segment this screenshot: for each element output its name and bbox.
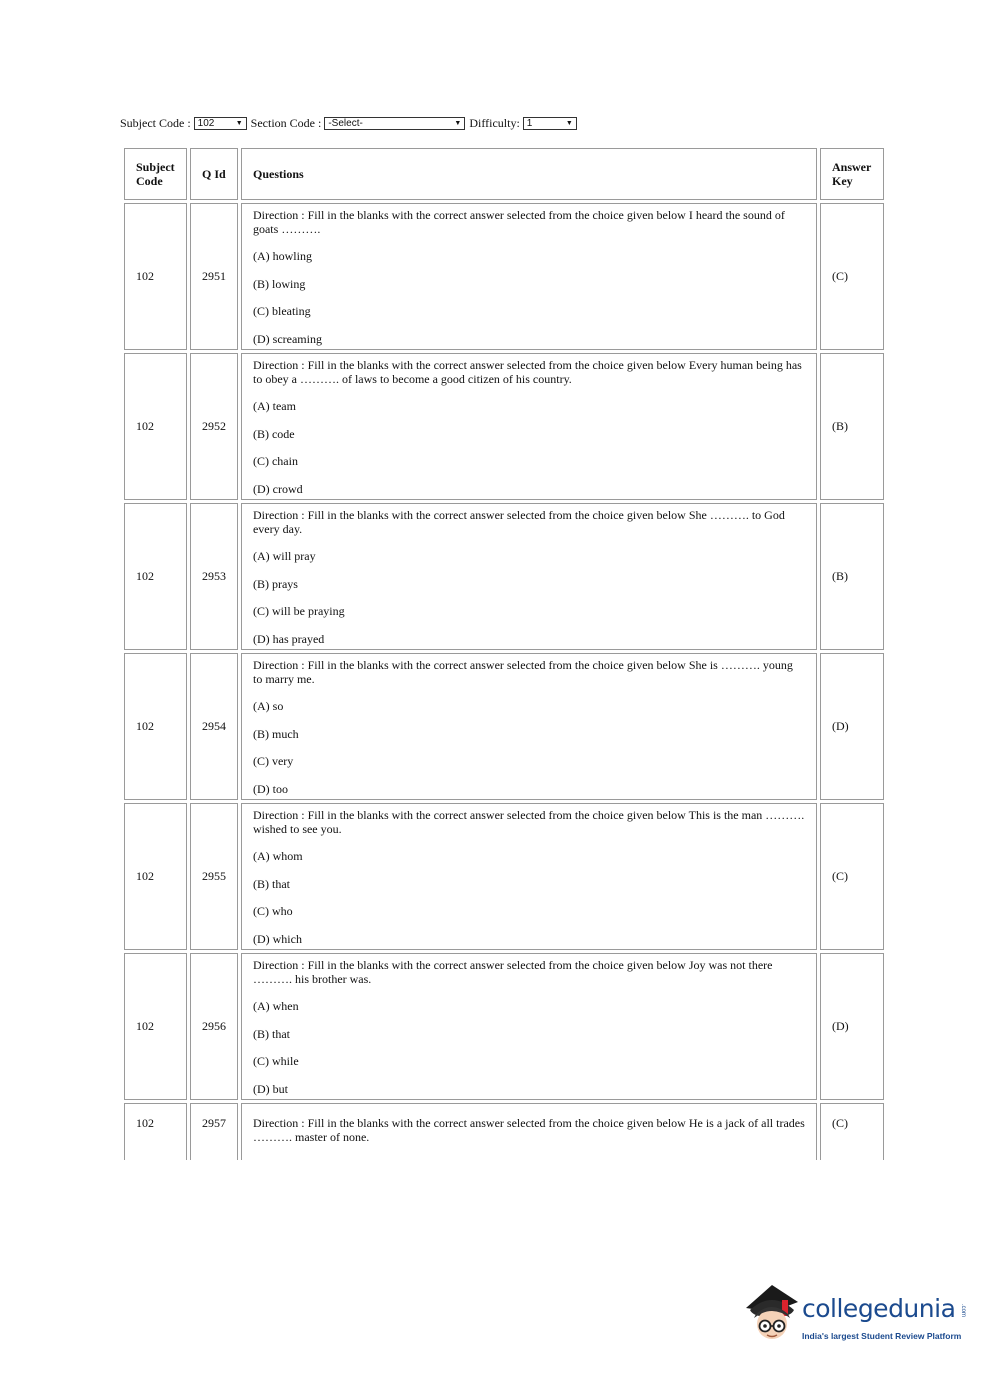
cell-answer-key: (C) [820, 1103, 884, 1160]
cell-answer-key: (D) [820, 953, 884, 1100]
question-text: Direction : Fill in the blanks with the correct answer selected from the choice given below This is the man ………. wished to see you. [252, 807, 805, 836]
cell-question [241, 203, 817, 350]
cell-answer-key: (D) [820, 653, 884, 800]
collegedunia-logo [742, 1282, 972, 1348]
subject-code-select[interactable] [194, 117, 247, 130]
question-text: Direction : Fill in the blanks with the correct answer selected from the choice given below She is ………. young to marry me. [252, 657, 793, 686]
option-b: (B) prays [252, 576, 298, 591]
option-d: (D) crowd [252, 481, 303, 496]
cell-qid: 2955 [190, 803, 238, 950]
difficulty-select[interactable] [523, 117, 577, 130]
table-header-row [124, 148, 884, 200]
cell-question [241, 503, 817, 650]
option-d: (D) which [252, 931, 302, 946]
cell-subject-code: 102 [124, 353, 187, 500]
cell-question [241, 353, 817, 500]
table-row [124, 353, 884, 500]
cell-qid: 2951 [190, 203, 238, 350]
cell-qid: 2954 [190, 653, 238, 800]
cell-qid: 2952 [190, 353, 238, 500]
logo-tagline: India's largest Student Review Platform [802, 1331, 962, 1341]
table-row [124, 203, 884, 350]
cell-qid: 2957 [190, 1103, 238, 1160]
cell-qid: 2953 [190, 503, 238, 650]
cell-question [241, 653, 817, 800]
cell-question [241, 1103, 817, 1160]
dropdown-arrow-icon: ▼ [235, 120, 243, 127]
cell-answer-key: (C) [820, 803, 884, 950]
logo-brand-text: collegedunia [802, 1294, 956, 1323]
section-code-label: Section Code : [250, 116, 322, 130]
difficulty-label: Difficulty: [469, 116, 520, 130]
option-c: (C) chain [252, 454, 298, 468]
collegedunia-mascot-icon [742, 1282, 802, 1348]
header-subject-code: Subject Code [124, 148, 187, 200]
question-text: Direction : Fill in the blanks with the correct answer selected from the choice given below Every human being has to obey a ………. of laws to become a good citizen of his country. [252, 357, 802, 386]
header-questions: Questions [241, 148, 817, 200]
section-code-select[interactable] [324, 117, 465, 130]
option-a: (A) so [252, 699, 284, 713]
questions-table [121, 145, 887, 1163]
section-code-value: -Select- [328, 118, 363, 129]
difficulty-value: 1 [526, 118, 533, 129]
cell-question [241, 953, 817, 1100]
cell-subject-code: 102 [124, 1103, 187, 1160]
option-c: (C) will be praying [252, 604, 345, 618]
option-a: (A) whom [252, 849, 303, 863]
cell-question [241, 803, 817, 950]
option-c: (C) very [252, 754, 294, 768]
dropdown-arrow-icon: ▼ [565, 120, 573, 127]
subject-code-label: Subject Code : [120, 116, 191, 130]
table-row [124, 953, 884, 1100]
cell-answer-key: (B) [820, 353, 884, 500]
option-b: (B) that [252, 876, 290, 891]
option-b: (B) that [252, 1026, 290, 1041]
subject-code-value: 102 [197, 118, 215, 129]
header-answer-key: Answer Key [820, 148, 884, 200]
table-row [124, 803, 884, 950]
cell-subject-code: 102 [124, 653, 187, 800]
option-b: (B) lowing [252, 276, 306, 291]
cell-answer-key: (B) [820, 503, 884, 650]
cell-subject-code: 102 [124, 803, 187, 950]
option-b: (B) much [252, 726, 299, 741]
cell-subject-code: 102 [124, 503, 187, 650]
logo-domain-suffix: .com [960, 1304, 966, 1318]
filter-bar [120, 116, 581, 131]
option-b: (B) code [252, 426, 295, 441]
option-a: (A) team [252, 399, 296, 413]
cell-qid: 2956 [190, 953, 238, 1100]
question-text: Direction : Fill in the blanks with the correct answer selected from the choice given below He is a jack of all trades ………. master of none. [252, 1116, 805, 1144]
question-text: Direction : Fill in the blanks with the correct answer selected from the choice given below Joy was not there ………. his brother was. [252, 957, 773, 986]
question-text: Direction : Fill in the blanks with the correct answer selected from the choice given below I heard the sound of goats ………. [252, 207, 785, 236]
option-c: (C) while [252, 1054, 299, 1068]
option-a: (A) when [252, 999, 299, 1013]
option-d: (D) screaming [252, 331, 322, 346]
header-qid: Q Id [190, 148, 238, 200]
table-row [124, 653, 884, 800]
question-text: Direction : Fill in the blanks with the correct answer selected from the choice given below She ………. to God every day. [252, 507, 785, 536]
cell-answer-key: (C) [820, 203, 884, 350]
cell-subject-code: 102 [124, 203, 187, 350]
option-c: (C) bleating [252, 304, 311, 318]
option-d: (D) but [252, 1081, 288, 1096]
option-a: (A) will pray [252, 549, 316, 563]
table-row [124, 503, 884, 650]
cell-subject-code: 102 [124, 953, 187, 1100]
option-a: (A) howling [252, 249, 312, 263]
table-row [124, 1103, 884, 1160]
option-d: (D) too [252, 781, 288, 796]
option-c: (C) who [252, 904, 293, 918]
option-d: (D) has prayed [252, 631, 325, 646]
dropdown-arrow-icon: ▼ [454, 120, 462, 127]
